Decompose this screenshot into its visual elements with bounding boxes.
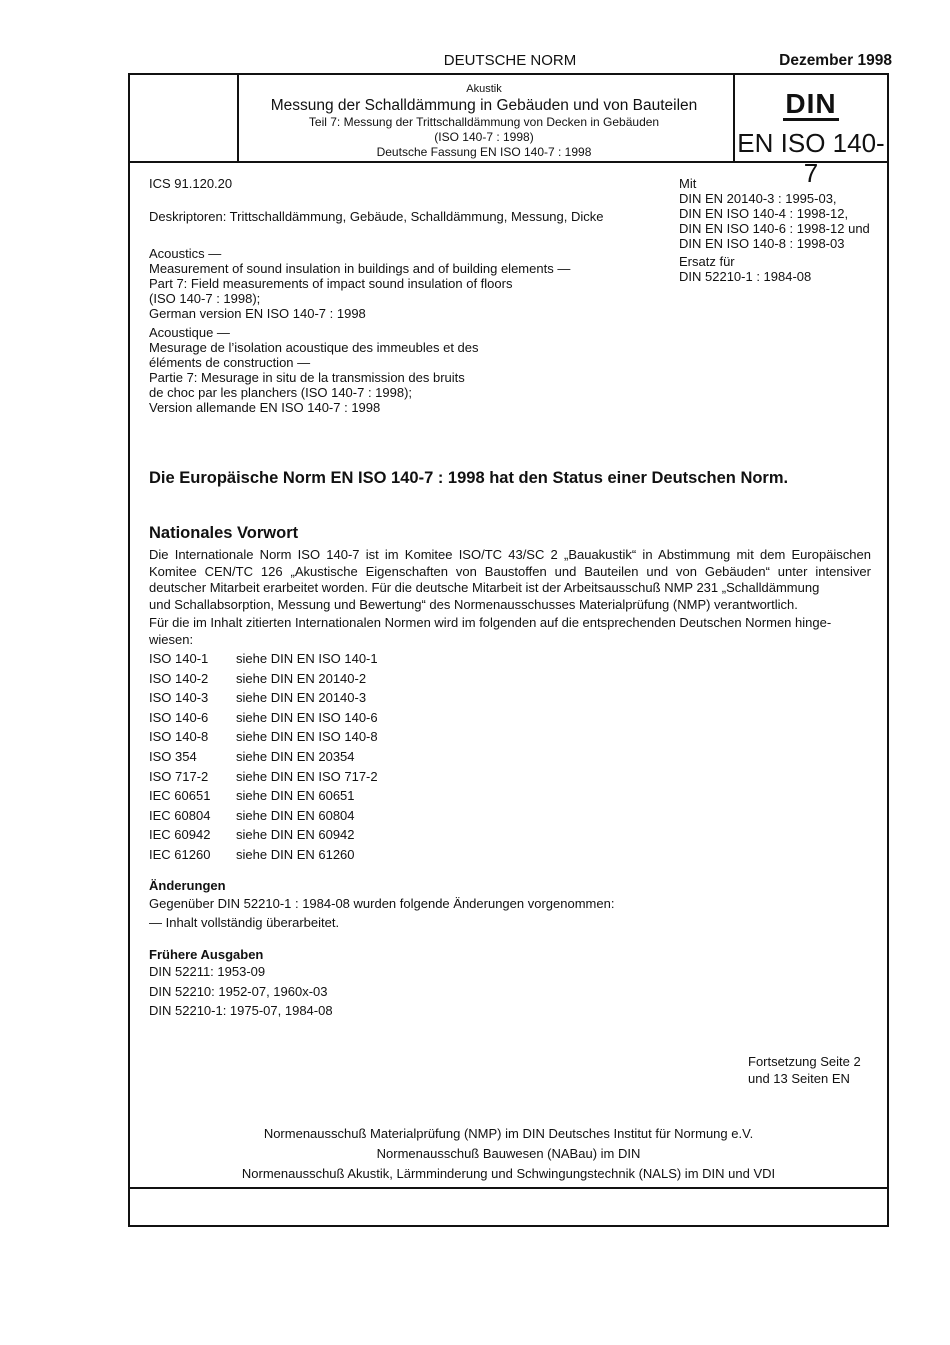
aenderungen-item: — Inhalt vollständig überarbeitet. [149, 915, 340, 930]
reference-row [149, 671, 378, 691]
vorwort-paragraph-2 [149, 615, 871, 648]
reference-row [149, 749, 378, 769]
french-title-line: Mesurage de l’isolation acoustique des immeubles et des [149, 340, 479, 355]
norm-type-label: DEUTSCHE NORM [443, 52, 577, 69]
vorwort-paragraph-1 [149, 547, 871, 613]
mit-line: DIN EN ISO 140-8 : 1998-03 [679, 236, 845, 251]
continuation-line: und 13 Seiten EN [748, 1070, 850, 1086]
reference-row [149, 729, 378, 749]
din-logo: DIN [785, 88, 837, 119]
document-title: Messung der Schalldämmung in Gebäuden und von Bauteilen [270, 97, 698, 114]
publisher-line: Normenausschuß Bauwesen (NABau) im DIN [376, 1146, 641, 1161]
reference-din: siehe DIN EN 20354 [236, 748, 355, 764]
mit-line: DIN EN ISO 140-4 : 1998-12, [679, 206, 849, 221]
reference-iso: IEC 60942 [149, 827, 211, 843]
publisher-line: Normenausschuß Materialprüfung (NMP) im DIN Deutsches Institut für Normung e.V. [263, 1126, 754, 1141]
mit-label: Mit [679, 176, 697, 191]
issue-date: Dezember 1998 [779, 52, 892, 69]
aenderungen-heading: Änderungen [149, 878, 226, 893]
ersatz-line: DIN 52210-1 : 1984-08 [679, 269, 812, 284]
reference-row [149, 847, 378, 867]
reference-iso: IEC 61260 [149, 846, 211, 862]
fruehere-line: DIN 52210-1: 1975-07, 1984-08 [149, 1003, 333, 1018]
mit-line: DIN EN ISO 140-6 : 1998-12 und [679, 221, 870, 236]
reference-din: siehe DIN EN 60651 [236, 788, 355, 804]
ics-code: ICS 91.120.20 [149, 176, 233, 191]
reference-din: siehe DIN EN 60804 [236, 807, 355, 823]
reference-row [149, 788, 378, 808]
reference-din: siehe DIN EN ISO 717-2 [236, 768, 378, 784]
replacement-info [679, 176, 870, 284]
reference-din: siehe DIN EN 60942 [236, 827, 355, 843]
reference-row [149, 651, 378, 671]
continuation-note [748, 1054, 861, 1087]
reference-iso: IEC 60651 [149, 788, 211, 804]
reference-table [149, 651, 378, 867]
fruehere-heading: Frühere Ausgaben [149, 947, 264, 962]
standard-number: EN ISO 140-7 [737, 128, 885, 188]
reference-iso: ISO 140-3 [149, 690, 209, 706]
mit-line: DIN EN 20140-3 : 1995-03, [679, 191, 837, 206]
footer-rule [130, 1187, 887, 1189]
vorwort-p1-last-line: und Schallabsorption, Messung und Bewertung“ des Normenausschusses Materialprüfung (NMP) verantwortlich. [149, 596, 798, 612]
english-title-line: Measurement of sound insulation in buildings and of building elements — [149, 261, 571, 276]
reference-iso: ISO 140-6 [149, 709, 209, 725]
reference-iso: ISO 717-2 [149, 768, 209, 784]
ersatz-label: Ersatz für [679, 254, 735, 269]
reference-row [149, 710, 378, 730]
reference-din: siehe DIN EN ISO 140-1 [236, 651, 378, 666]
status-statement: Die Europäische Norm EN ISO 140-7 : 1998 hat den Status einer Deutschen Norm. [149, 469, 789, 487]
descriptors: Deskriptoren: Trittschalldämmung, Gebäude, Schalldämmung, Messung, Dicke [149, 209, 604, 224]
reference-iso: ISO 140-8 [149, 729, 209, 745]
reference-iso: IEC 60804 [149, 807, 211, 823]
reference-din: siehe DIN EN 20140-2 [236, 670, 367, 686]
reference-din: siehe DIN EN ISO 140-8 [236, 729, 378, 745]
part-title: Teil 7: Messung der Trittschalldämmung von Decken in Gebäuden [308, 115, 660, 129]
din-box [735, 90, 887, 188]
reference-iso: ISO 140-1 [149, 651, 209, 666]
reference-din: siehe DIN EN ISO 140-6 [236, 709, 378, 725]
fruehere-list [149, 962, 333, 1021]
vorwort-heading: Nationales Vorwort [149, 524, 299, 542]
continuation-line: Fortsetzung Seite 2 [748, 1054, 861, 1069]
english-title [149, 246, 570, 321]
reference-row [149, 808, 378, 828]
english-title-line: German version EN ISO 140-7 : 1998 [149, 306, 366, 321]
english-title-line: Part 7: Field measurements of impact sound insulation of floors [149, 276, 513, 291]
english-title-line: (ISO 140-7 : 1998); [149, 291, 261, 306]
title-block [237, 83, 731, 160]
english-title-line: Acoustics — [149, 246, 222, 261]
french-title [149, 325, 479, 415]
french-title-line: Acoustique — [149, 325, 230, 340]
publisher-line: Normenausschuß Akustik, Lärmminderung und Schwingungstechnik (NALS) im DIN und VDI [241, 1166, 776, 1181]
reference-din: siehe DIN EN 20140-3 [236, 690, 367, 706]
fruehere-line: DIN 52211: 1953-09 [149, 964, 266, 979]
french-title-line: de choc par les planchers (ISO 140-7 : 1998); [149, 385, 413, 400]
reference-iso: ISO 140-2 [149, 670, 209, 686]
reference-iso: ISO 354 [149, 748, 197, 764]
french-title-line: éléments de construction — [149, 355, 311, 370]
iso-reference: (ISO 140-7 : 1998) [434, 130, 534, 144]
reference-row [149, 827, 378, 847]
vorwort-p1-text: Die Internationale Norm ISO 140-7 ist im Komitee ISO/TC 43/SC 2 „Bauakustik“ in Abstimmung mit dem Europäischen Komitee CEN/TC 126 „Akustische Eigenschaften von Baustoffen und Bauteilen und von Gebäuden“ unter intensiver deutscher Mitarbeit erarbeitet worden. Für die deutsche Mitarbeit ist der Arbeitsausschuß NMP 231 „Schalldämmung [149, 547, 871, 595]
vorwort-p2-last-line: wiesen: [149, 631, 194, 647]
version-line: Deutsche Fassung EN ISO 140-7 : 1998 [376, 145, 592, 159]
reference-row [149, 690, 378, 710]
aenderungen-intro: Gegenüber DIN 52210-1 : 1984-08 wurden folgende Änderungen vorgenommen: [149, 896, 615, 911]
publisher-block [128, 1124, 889, 1184]
french-title-line: Version allemande EN ISO 140-7 : 1998 [149, 400, 381, 415]
french-title-line: Partie 7: Mesurage in situ de la transmission des bruits [149, 370, 465, 385]
fruehere-line: DIN 52210: 1952-07, 1960x-03 [149, 983, 328, 999]
vorwort-p2-text: Für die im Inhalt zitierten Internationalen Normen wird im folgenden auf die entsprechenden Deutschen Normen hinge- [149, 615, 832, 630]
reference-row [149, 769, 378, 789]
reference-din: siehe DIN EN 61260 [236, 846, 355, 862]
category: Akustik [466, 83, 502, 95]
